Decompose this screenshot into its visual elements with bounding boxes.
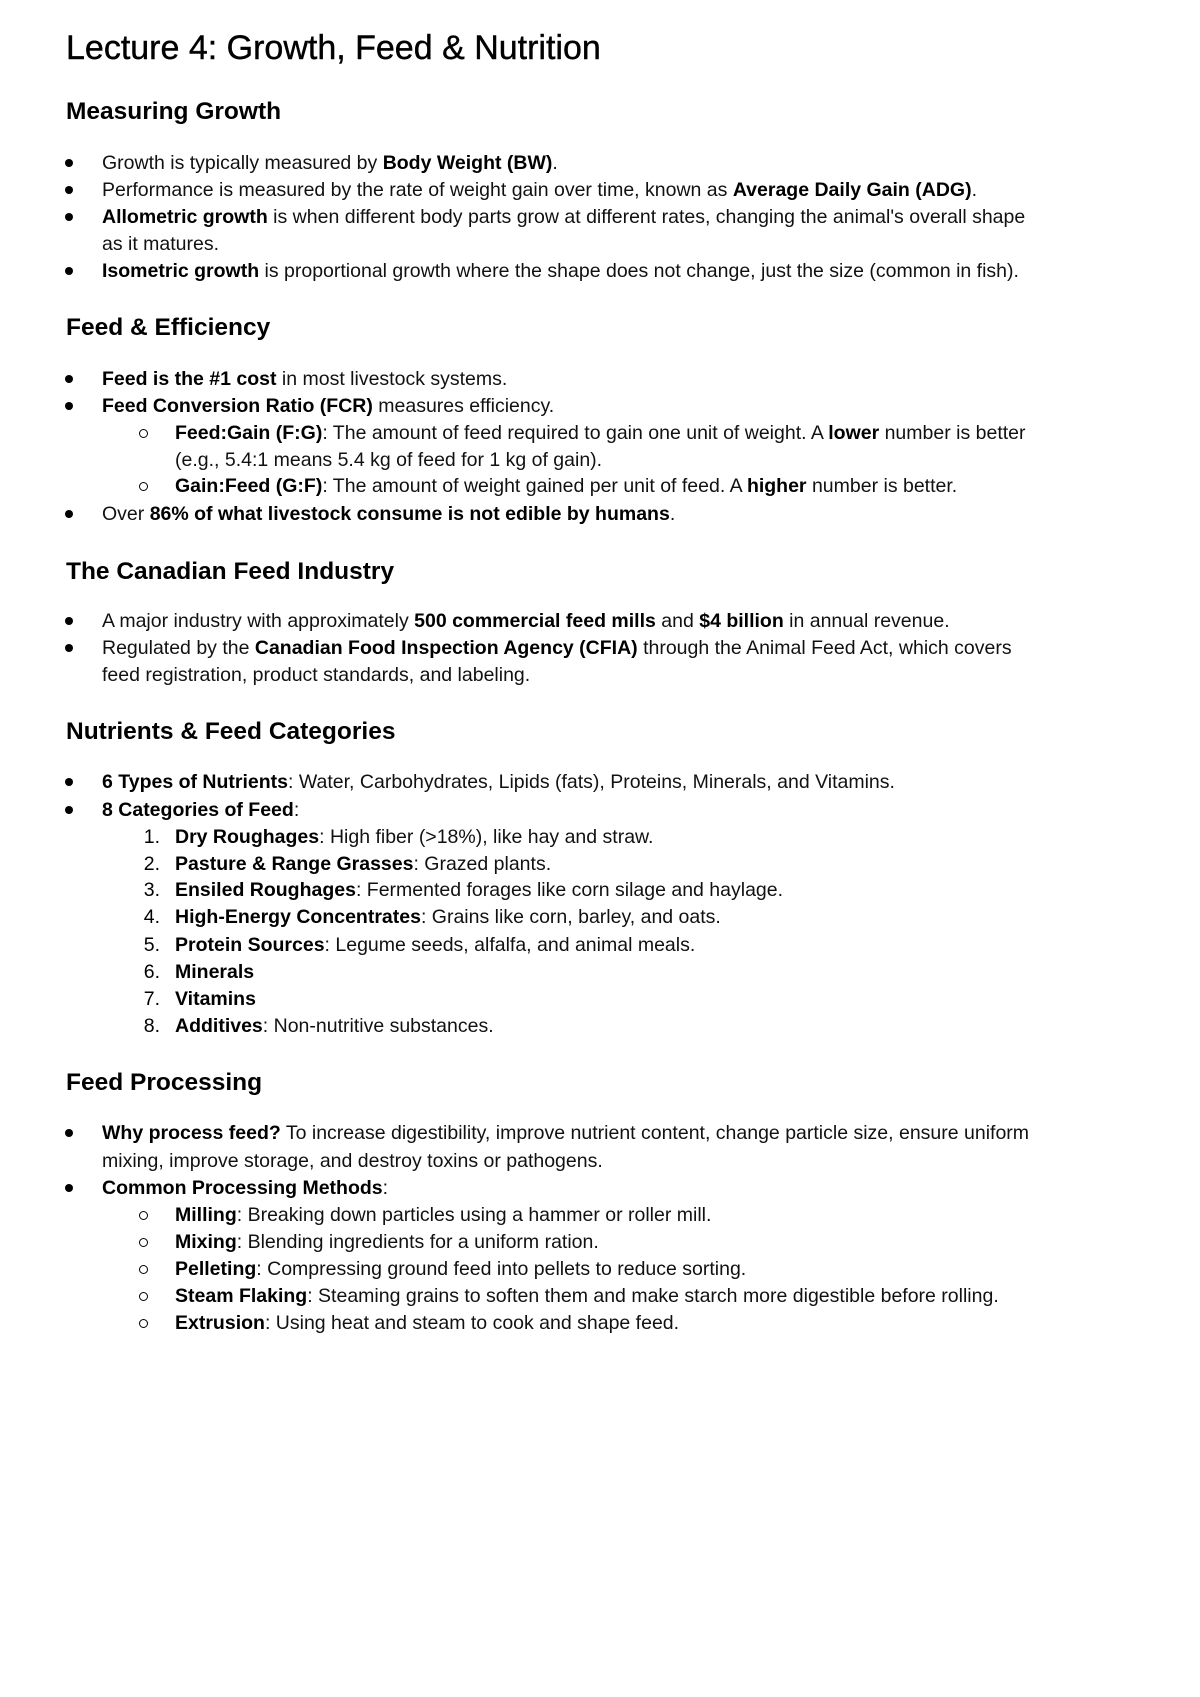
list-item: [102, 177, 977, 203]
text-run: :: [293, 799, 300, 821]
list-item: [102, 635, 1012, 661]
bold-text: Common Processing Methods: [102, 1177, 383, 1199]
text-run: : Using heat and steam to cook and shape feed.: [264, 1312, 680, 1334]
text-run: Growth is typically measured by: [102, 152, 383, 174]
section-heading: Nutrients & Feed Categories: [66, 718, 396, 745]
bold-text: Pasture & Range Grasses: [175, 853, 414, 875]
list-item: [175, 1310, 679, 1336]
page-title: Lecture 4: Growth, Feed & Nutrition: [66, 29, 601, 67]
section-heading: The Canadian Feed Industry: [66, 558, 395, 585]
text-run: : The amount of feed required to gain one unit of weight. A: [322, 422, 829, 444]
list-number: 6.: [143, 961, 160, 983]
bullet-icon: [65, 644, 73, 652]
list-item: [102, 662, 530, 688]
bold-text: Average Daily Gain (ADG): [732, 179, 972, 201]
list-item: [175, 1229, 599, 1255]
text-run: .: [971, 179, 977, 201]
sub-bullet-icon: [139, 1238, 148, 1247]
text-run: in most livestock systems.: [276, 368, 508, 390]
bold-text: Allometric growth: [102, 206, 268, 228]
bullet-icon: [65, 1184, 73, 1192]
list-item: [175, 851, 551, 877]
list-item: [102, 501, 675, 527]
list-item: [175, 1013, 494, 1039]
text-run: and: [655, 610, 700, 632]
list-item: [175, 1202, 711, 1228]
list-item: [175, 824, 653, 850]
list-item: [175, 959, 254, 985]
bold-text: Ensiled Roughages: [175, 879, 356, 901]
text-run: as it matures.: [102, 233, 220, 255]
bold-text: Vitamins: [175, 988, 256, 1010]
text-run: mixing, improve storage, and destroy toxins or pathogens.: [102, 1150, 603, 1172]
text-run: : Non-nutritive substances.: [262, 1015, 494, 1037]
text-run: : Grazed plants.: [413, 853, 552, 875]
list-number: 8.: [143, 1015, 160, 1037]
bullet-icon: [65, 213, 73, 221]
sub-bullet-icon: [139, 1211, 148, 1220]
bullet-icon: [65, 402, 73, 410]
bold-text: lower: [828, 422, 880, 444]
bullet-icon: [65, 1129, 73, 1137]
bold-text: 6 Types of Nutrients: [102, 771, 289, 793]
sub-bullet-icon: [139, 1319, 148, 1328]
bullet-icon: [65, 778, 73, 786]
list-item: [175, 1256, 746, 1282]
text-run: :: [382, 1177, 389, 1199]
bold-text: Steam Flaking: [175, 1285, 308, 1307]
list-item: [175, 473, 957, 499]
list-item: [102, 1175, 388, 1201]
text-run: number is better: [879, 422, 1026, 444]
bullet-icon: [65, 617, 73, 625]
list-item: [102, 393, 554, 419]
bold-text: higher: [746, 475, 807, 497]
text-run: : Fermented forages like corn silage and haylage.: [355, 879, 784, 901]
bold-text: Isometric growth: [102, 260, 260, 282]
list-item: [175, 986, 256, 1012]
bold-text: Additives: [175, 1015, 263, 1037]
list-item: [102, 608, 950, 634]
list-item: [175, 904, 721, 930]
list-item: [175, 1283, 999, 1309]
text-run: (e.g., 5.4:1 means 5.4 kg of feed for 1 kg of gain).: [175, 449, 603, 471]
bold-text: Feed Conversion Ratio (FCR): [102, 395, 373, 417]
list-item: [102, 366, 507, 392]
text-run: : Steaming grains to soften them and make starch more digestible before rolling.: [307, 1285, 999, 1307]
bold-text: Mixing: [175, 1231, 237, 1253]
list-number: 2.: [143, 853, 160, 875]
text-run: Performance is measured by the rate of weight gain over time, known as: [102, 179, 733, 201]
bullet-icon: [65, 375, 73, 383]
bold-text: Body Weight (BW): [382, 152, 553, 174]
bold-text: Dry Roughages: [175, 826, 320, 848]
list-item: [102, 204, 1025, 230]
text-run: Regulated by the: [102, 637, 255, 659]
bold-text: High-Energy Concentrates: [175, 906, 421, 928]
sub-bullet-icon: [139, 429, 148, 438]
list-item: [175, 420, 1026, 446]
text-run: : High fiber (>18%), like hay and straw.: [319, 826, 654, 848]
bullet-icon: [65, 159, 73, 167]
bold-text: Feed:Gain (F:G): [175, 422, 323, 444]
list-item: [102, 1120, 1029, 1146]
bullet-icon: [65, 267, 73, 275]
sub-bullet-icon: [139, 482, 148, 491]
section-heading: Feed Processing: [66, 1069, 263, 1096]
text-run: : Water, Carbohydrates, Lipids (fats), Proteins, Minerals, and Vitamins.: [288, 771, 895, 793]
text-run: through the Animal Feed Act, which covers: [637, 637, 1012, 659]
text-run: feed registration, product standards, and labeling.: [102, 664, 531, 686]
bold-text: Gain:Feed (G:F): [175, 475, 323, 497]
list-number: 7.: [143, 988, 160, 1010]
text-run: Over: [102, 503, 150, 525]
bold-text: Minerals: [175, 961, 255, 983]
text-run: is when different body parts grow at different rates, changing the animal's overall shape: [267, 206, 1026, 228]
text-run: measures efficiency.: [372, 395, 555, 417]
bold-text: Milling: [175, 1204, 237, 1226]
list-item: [175, 447, 602, 473]
text-run: To increase digestibility, improve nutrient content, change particle size, ensure uniform: [280, 1122, 1030, 1144]
list-item: [102, 258, 1019, 284]
bold-text: 86% of what livestock consume is not edible by humans: [149, 503, 670, 525]
list-item: [175, 877, 783, 903]
section-heading: Measuring Growth: [66, 98, 282, 125]
list-item: [102, 797, 299, 823]
text-run: .: [552, 152, 558, 174]
bold-text: Protein Sources: [175, 934, 325, 956]
text-run: : Legume seeds, alfalfa, and animal meals.: [324, 934, 696, 956]
list-item: [102, 769, 895, 795]
text-run: is proportional growth where the shape does not change, just the size (common in fish).: [259, 260, 1019, 282]
text-run: number is better.: [806, 475, 958, 497]
list-number: 5.: [143, 934, 160, 956]
bold-text: Pelleting: [175, 1258, 257, 1280]
bold-text: $4 billion: [699, 610, 784, 632]
list-item: [102, 231, 219, 257]
bold-text: Canadian Food Inspection Agency (CFIA): [254, 637, 638, 659]
bold-text: Why process feed?: [102, 1122, 281, 1144]
list-number: 4.: [143, 906, 160, 928]
bullet-icon: [65, 186, 73, 194]
text-run: : Compressing ground feed into pellets to reduce sorting.: [256, 1258, 747, 1280]
text-run: in annual revenue.: [783, 610, 950, 632]
list-item: [102, 150, 558, 176]
bullet-icon: [65, 806, 73, 814]
bold-text: 8 Categories of Feed: [102, 799, 294, 821]
list-number: 1.: [143, 826, 160, 848]
list-item: [175, 932, 695, 958]
sub-bullet-icon: [139, 1265, 148, 1274]
text-run: : The amount of weight gained per unit of feed. A: [322, 475, 747, 497]
bold-text: Feed is the #1 cost: [102, 368, 277, 390]
text-run: : Blending ingredients for a uniform ration.: [236, 1231, 599, 1253]
list-item: [102, 1148, 603, 1174]
bullet-icon: [65, 510, 73, 518]
text-run: : Breaking down particles using a hammer or roller mill.: [236, 1204, 712, 1226]
text-run: A major industry with approximately: [102, 610, 415, 632]
bold-text: 500 commercial feed mills: [414, 610, 656, 632]
bold-text: Extrusion: [175, 1312, 265, 1334]
sub-bullet-icon: [139, 1292, 148, 1301]
list-number: 3.: [143, 879, 160, 901]
text-run: : Grains like corn, barley, and oats.: [420, 906, 721, 928]
text-run: .: [669, 503, 676, 525]
section-heading: Feed & Efficiency: [66, 314, 271, 341]
